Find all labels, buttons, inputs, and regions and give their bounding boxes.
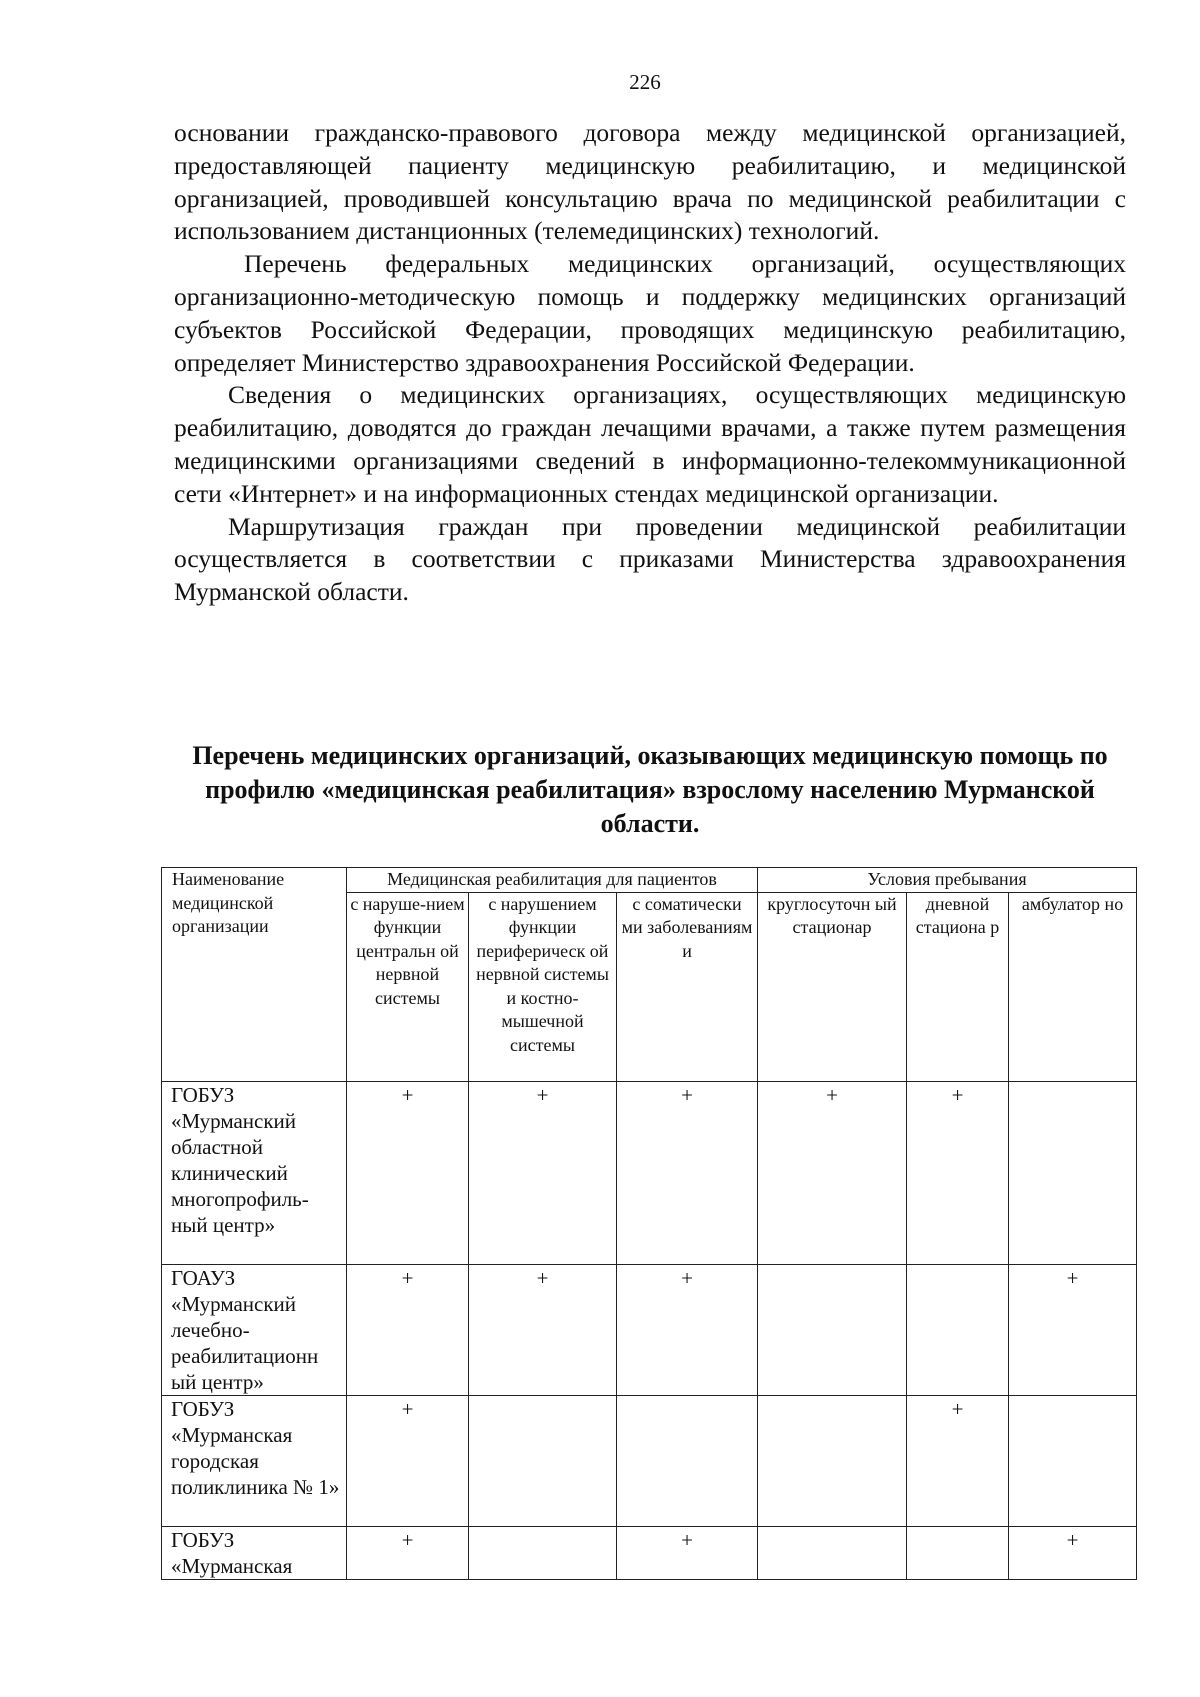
rehab-organizations-table [161, 867, 1137, 1580]
mark-cell: + [1009, 1526, 1137, 1579]
table-row [162, 1081, 1137, 1264]
mark-cell [758, 1264, 907, 1395]
header-outpatient: амбулатор но [1009, 892, 1137, 1081]
mark-cell: + [1009, 1264, 1137, 1395]
mark-cell [469, 1395, 617, 1526]
mark-cell: + [347, 1395, 469, 1526]
header-round-the-clock: круглосуточн ый стационар [758, 892, 907, 1081]
mark-cell [1009, 1395, 1137, 1526]
table-row [162, 1395, 1137, 1526]
header-somatic: с соматически ми заболеваниям и [617, 892, 758, 1081]
org-name-cell: ГОАУЗ «Мурманский лечебно-реабилитационн ый центр» [162, 1264, 347, 1395]
mark-cell: + [617, 1526, 758, 1579]
body-text [174, 117, 1126, 609]
mark-cell: + [907, 1395, 1009, 1526]
mark-cell [617, 1395, 758, 1526]
org-name-cell: ГОБУЗ «Мурманская [162, 1526, 347, 1579]
mark-cell: + [907, 1081, 1009, 1264]
org-name-cell: ГОБУЗ «Мурманская городская поликлиника № 1» [162, 1395, 347, 1526]
header-day-hospital: дневной стациона р [907, 892, 1009, 1081]
paragraph-2: Перечень федеральных медицинских организаций, осуществляющих организационно-методическую помощь и поддержку медицинских организаций субъектов Российской Федерации, проводящих медицинскую реабилитацию, определяет Министерство здравоохранения Российской Федерации. [174, 249, 1126, 377]
paragraph-1: основании гражданско-правового договора между медицинской организацией, предоставляющей пациенту медицинскую реабилитацию, и медицинской организацией, проводившей консультацию врача по медицинской реабилитации с использованием дистанционных (телемедицинских) технологий. [174, 118, 1126, 246]
mark-cell [907, 1264, 1009, 1395]
table-row [162, 1526, 1137, 1579]
mark-cell: + [469, 1264, 617, 1395]
paragraph-4: Маршрутизация граждан при проведении медицинской реабилитации осуществляется в соответствии с приказами Министерства здравоохранения Мурманской области. [174, 511, 1126, 607]
page-number: 226 [629, 70, 661, 94]
section-heading: Перечень медицинских организаций, оказывающих медицинскую помощь по профилю «медицинская реабилитация» взрослому населению Мурманской области. [192, 741, 1108, 838]
mark-cell [469, 1526, 617, 1579]
mark-cell [758, 1526, 907, 1579]
header-cns: с наруше-нием функции центральн ой нервной системы [347, 892, 469, 1081]
header-pns-musculoskeletal: с нарушением функции периферическ ой нервной системы и костно-мышечной системы [469, 892, 617, 1081]
paragraph-3: Сведения о медицинских организациях, осуществляющих медицинскую реабилитацию, доводятся до граждан лечащими врачами, а также путем размещения медицинскими организациями сведений в информационно-телекоммуникационной сети «Интернет» и на информационных стендах медицинской организации. [174, 380, 1126, 508]
mark-cell: + [617, 1264, 758, 1395]
mark-cell: + [347, 1264, 469, 1395]
mark-cell: + [469, 1081, 617, 1264]
org-name-cell: ГОБУЗ «Мурманский областной клинический многопрофиль-ный центр» [162, 1081, 347, 1264]
mark-cell: + [617, 1081, 758, 1264]
mark-cell: + [347, 1526, 469, 1579]
mark-cell: + [758, 1081, 907, 1264]
mark-cell [758, 1395, 907, 1526]
header-org-name: Наименование медицинской организации [162, 868, 347, 1082]
table-row [162, 1264, 1137, 1395]
mark-cell [907, 1526, 1009, 1579]
header-rehab-group: Медицинская реабилитация для пациентов [347, 868, 758, 893]
mark-cell [1009, 1081, 1137, 1264]
header-stay-group: Условия пребывания [758, 868, 1137, 893]
mark-cell: + [347, 1081, 469, 1264]
